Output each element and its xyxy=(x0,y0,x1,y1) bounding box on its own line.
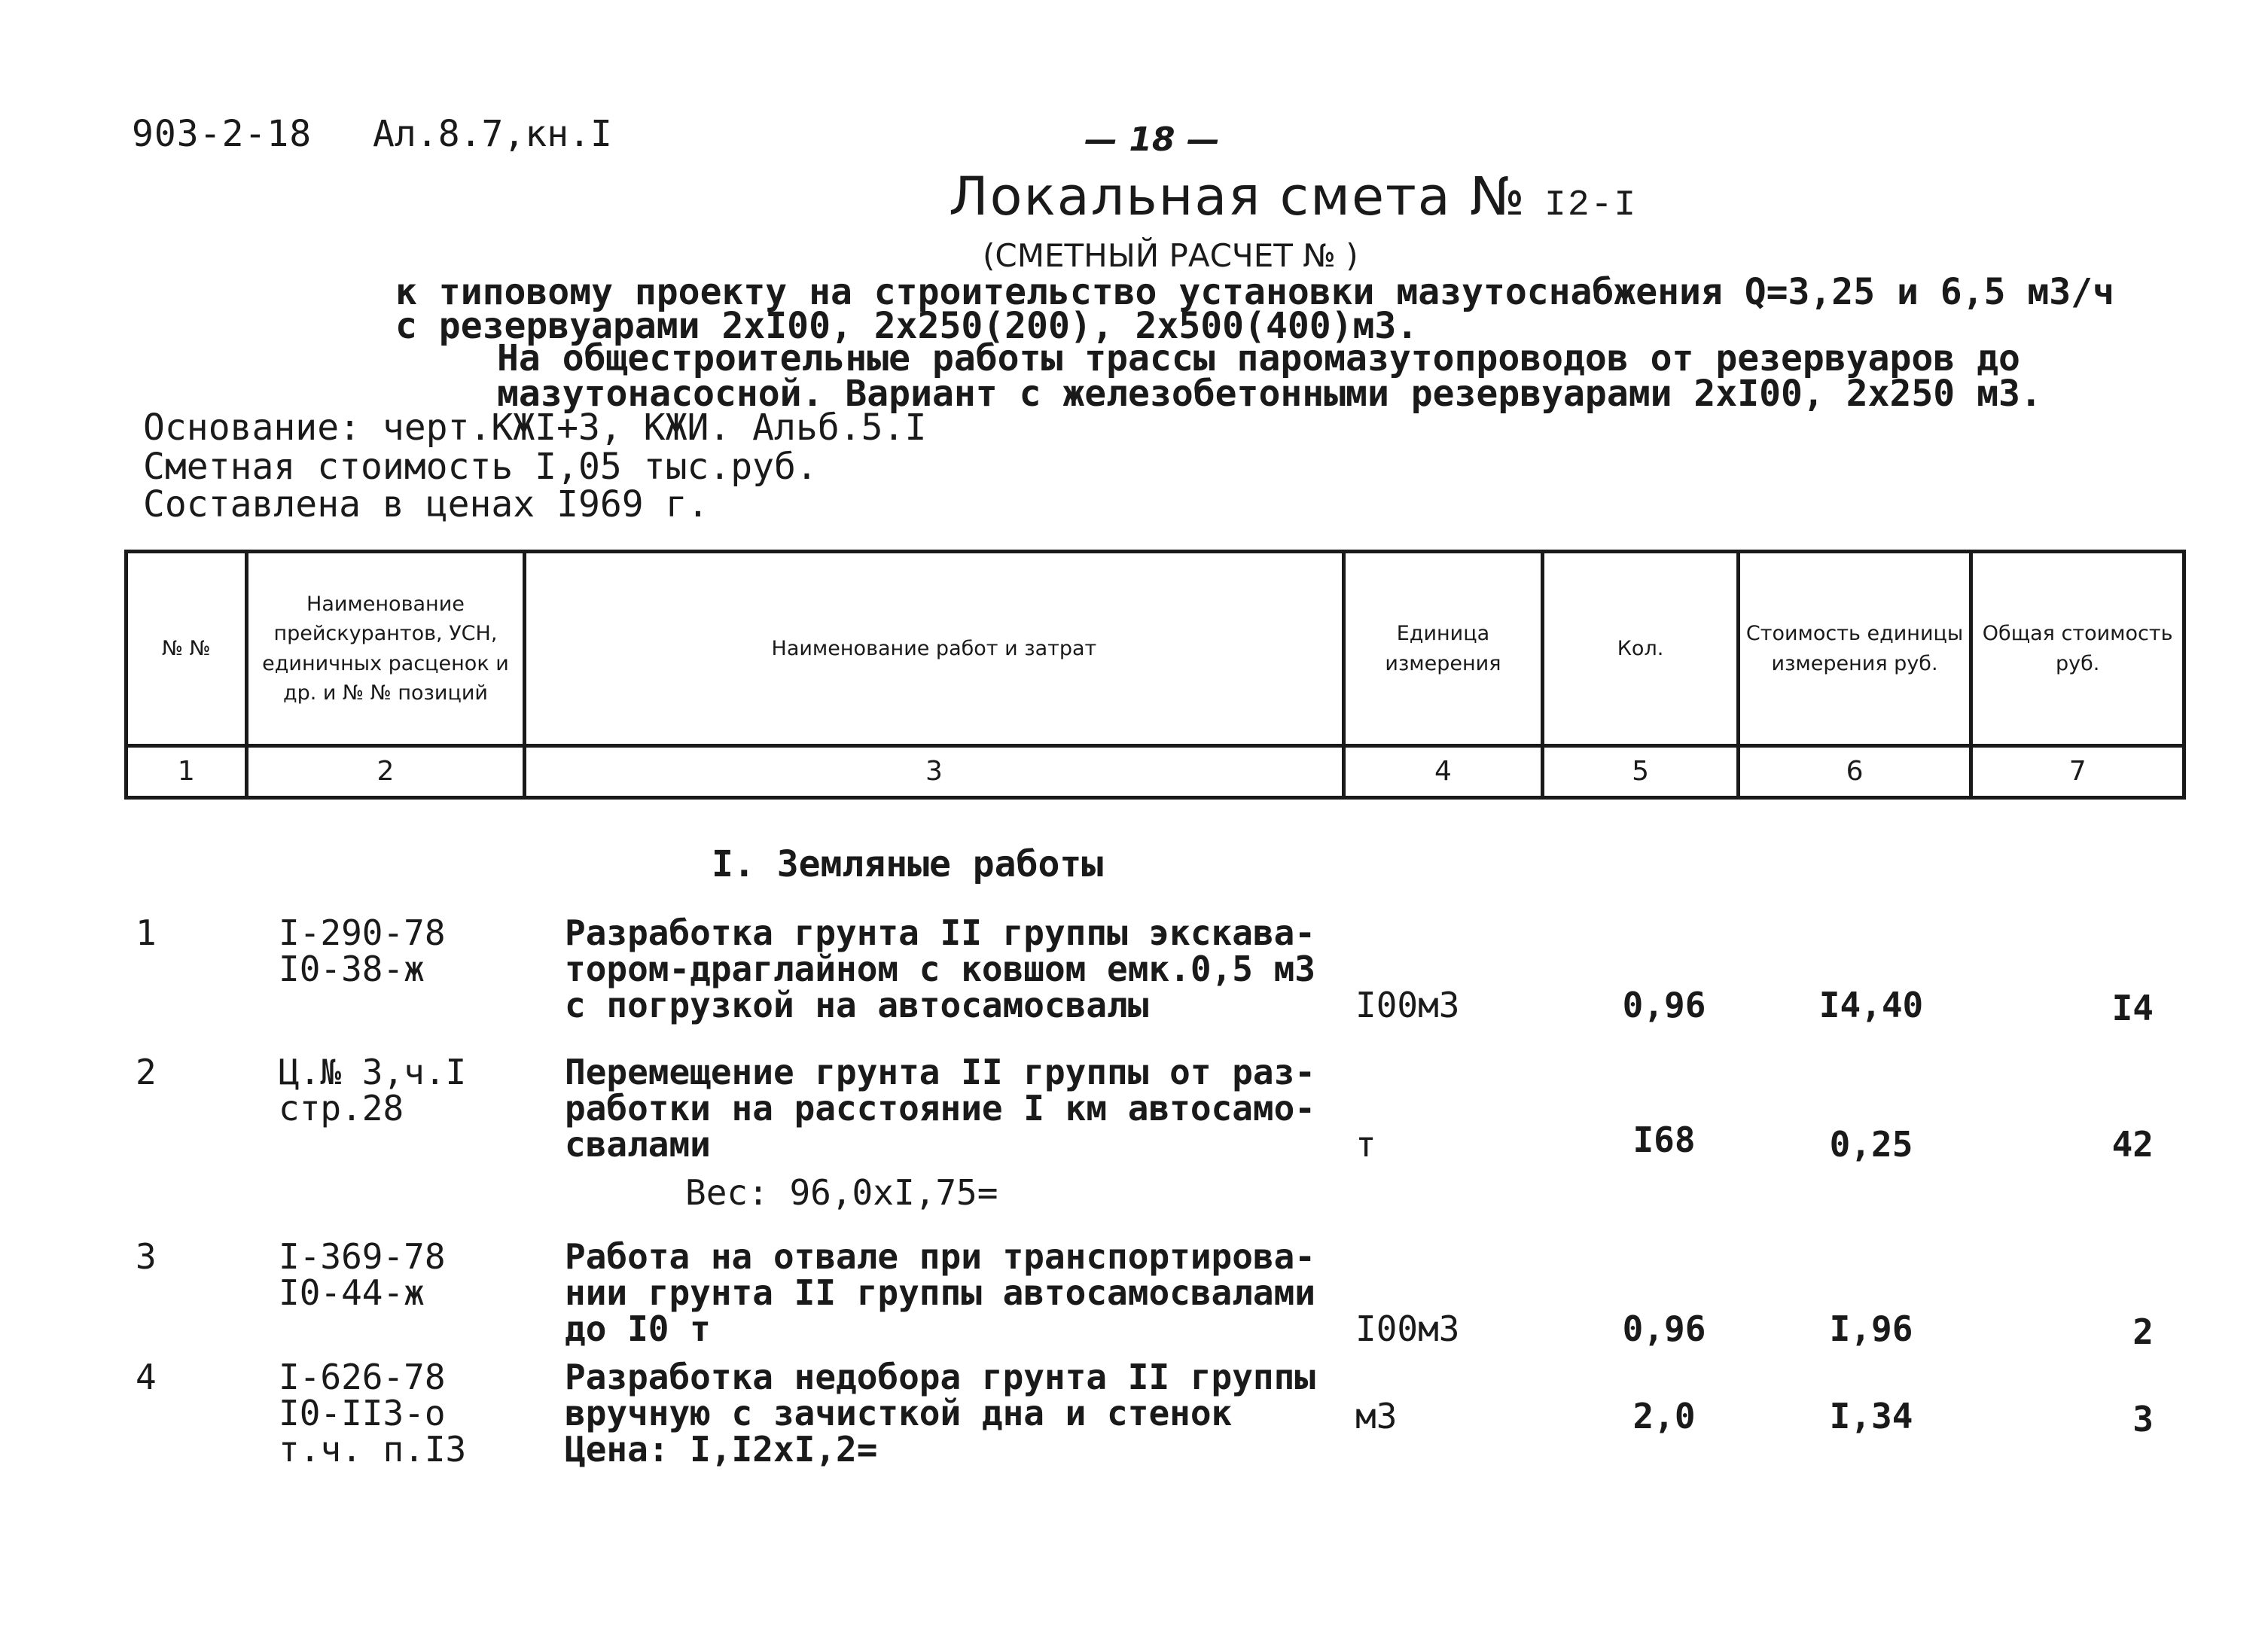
basis-line: Основание: черт.КЖI+3, КЖИ. Альб.5.I xyxy=(143,407,927,449)
col-number-6: 6 xyxy=(1738,746,1971,798)
col-header-number: № № xyxy=(127,552,247,746)
row-total: 42 xyxy=(2111,1124,2154,1165)
header-line-3: На общестроительные работы трассы паромазутопроводов от резервуаров до xyxy=(497,337,2020,379)
col-number-4: 4 xyxy=(1343,746,1543,798)
col-header-price-ref: Наименование прейскурантов, УСН, единичных расценок и др. и № № позиций xyxy=(246,552,525,746)
row-unit: м3 xyxy=(1355,1396,1398,1436)
row-quantity: 2,0 xyxy=(1632,1396,1696,1436)
row-number: 3 xyxy=(136,1236,157,1277)
row-description: Работа на отвале при транспортирова- нии грунта II группы автосамосвалами до I0 т xyxy=(565,1236,1315,1349)
header-line-2: с резервуарами 2хI00, 2х250(200), 2х500(400)м3. xyxy=(395,305,1419,347)
row-quantity: 0,96 xyxy=(1622,985,1706,1025)
row-number: 1 xyxy=(136,912,157,953)
row-description: Перемещение грунта II группы от раз- работки на расстояние I км автосамо- свалами xyxy=(565,1052,1315,1165)
row-total: 3 xyxy=(2132,1399,2154,1439)
header-line-4: мазутонасосной. Вариант с железобетонными резервуарами 2хI00, 2х250 м3. xyxy=(497,373,2042,415)
row-price-ref: I-290-78 I0-38-ж xyxy=(279,912,446,989)
row-quantity: 0,96 xyxy=(1622,1308,1706,1349)
page-title xyxy=(949,166,1637,227)
row-unit: т xyxy=(1355,1124,1376,1165)
row-unit-cost: I4,40 xyxy=(1818,985,1924,1025)
row-quantity: I68 xyxy=(1632,1120,1696,1160)
header-line-1: к типовому проекту на строительство установки мазутоснабжения Q=3,25 и 6,5 м3/ч xyxy=(395,271,2114,313)
col-number-5: 5 xyxy=(1543,746,1738,798)
weight-note: Вес: 96,0хI,75= xyxy=(685,1172,998,1213)
page-subtitle: (СМЕТНЫЙ РАСЧЕТ № ) xyxy=(983,237,1358,274)
row-total: I4 xyxy=(2111,988,2154,1028)
col-header-unit-cost: Стоимость единицы измерения руб. xyxy=(1738,552,1971,746)
title-number: I2-I xyxy=(1544,185,1638,226)
col-header-total-cost: Общая стоимость руб. xyxy=(1971,552,2184,746)
header-row xyxy=(127,552,2184,746)
row-unit-cost: I,34 xyxy=(1829,1396,1913,1436)
row-price-ref: I-626-78 I0-II3-о т.ч. п.I3 xyxy=(279,1357,467,1470)
row-unit: I00м3 xyxy=(1355,985,1460,1025)
col-number-2: 2 xyxy=(246,746,525,798)
col-header-quantity: Кол. xyxy=(1543,552,1738,746)
row-unit-cost: I,96 xyxy=(1829,1308,1913,1349)
col-number-7: 7 xyxy=(1971,746,2184,798)
prices-line: Составлена в ценах I969 г. xyxy=(143,483,709,525)
album-reference: Ал.8.7,кн.I xyxy=(373,113,612,155)
row-total: 2 xyxy=(2132,1311,2154,1352)
col-header-unit: Единица измерения xyxy=(1343,552,1543,746)
estimate-table-header xyxy=(124,550,2186,800)
row-description: Разработка грунта II группы экскава- тором-драглайном с ковшом емк.0,5 м3 с погрузкой на автосамосвалы xyxy=(565,912,1315,1025)
document-code: 903-2-18 xyxy=(132,113,312,155)
row-description: Разработка недобора грунта II группы вручную с зачисткой дна и стенок Цена: I,I2хI,2= xyxy=(565,1357,1315,1470)
row-price-ref: Ц.№ 3,ч.I стр.28 xyxy=(279,1052,467,1129)
col-number-3: 3 xyxy=(525,746,1343,798)
title-text: Локальная смета № xyxy=(949,166,1526,227)
row-number: 4 xyxy=(136,1357,157,1397)
row-number: 2 xyxy=(136,1052,157,1092)
col-number-1: 1 xyxy=(127,746,247,798)
row-price-ref: I-369-78 I0-44-ж xyxy=(279,1236,446,1313)
page-number: — 18 — xyxy=(1084,120,1220,159)
col-header-work-name: Наименование работ и затрат xyxy=(525,552,1343,746)
row-unit-cost: 0,25 xyxy=(1829,1124,1913,1165)
row-unit: I00м3 xyxy=(1355,1308,1460,1349)
estimated-cost-line: Сметная стоимость I,05 тыс.руб. xyxy=(143,446,818,488)
section-title: I. Земляные работы xyxy=(712,843,1104,885)
column-number-row xyxy=(127,746,2184,798)
